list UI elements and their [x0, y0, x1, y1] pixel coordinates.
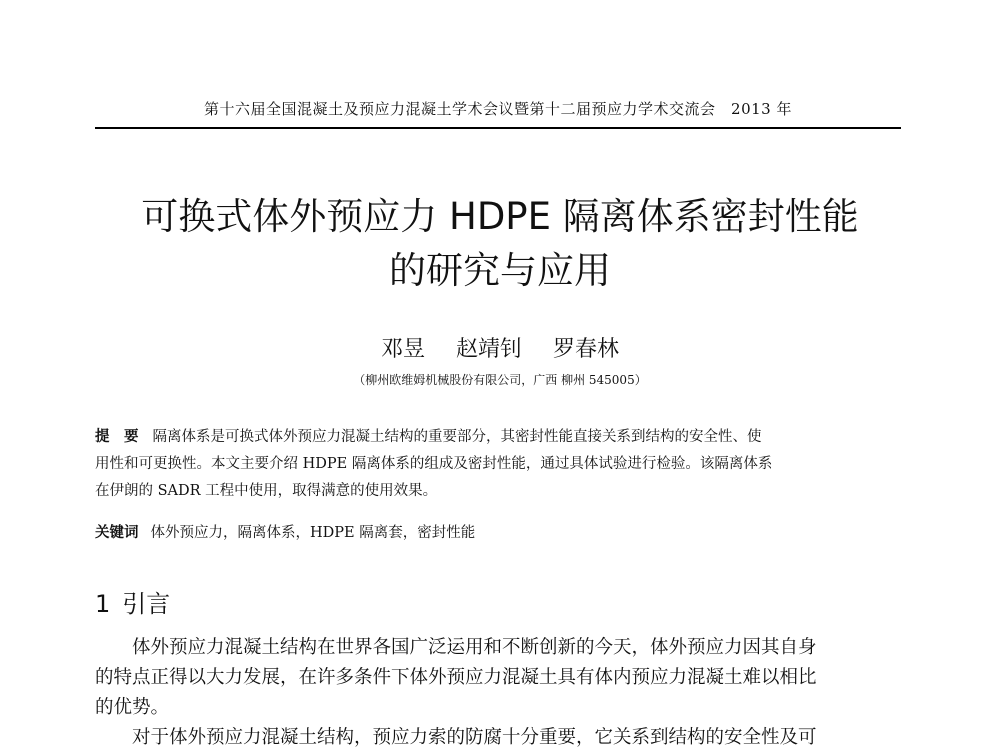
abstract — [95, 424, 901, 505]
section-heading — [95, 584, 170, 619]
abstract-line — [95, 424, 901, 451]
paper-title — [60, 190, 940, 298]
author-name: 赵靖钊 — [455, 337, 522, 362]
affiliation: （柳州欧维姆机械股份有限公司，广西 柳州 545005） — [353, 373, 647, 387]
keywords-text: 体外预应力，隔离体系，HDPE 隔离套，密封性能 — [150, 525, 476, 541]
body-line: 的优势。 — [95, 697, 170, 718]
abstract-label: 提 要 — [95, 429, 139, 445]
author-name: 罗春林 — [553, 337, 620, 362]
body-line: 体外预应力混凝土结构在世界各国广泛运用和不断创新的今天，体外预应力因其自身 — [132, 637, 817, 658]
keywords — [95, 521, 901, 542]
header-rule — [95, 127, 901, 129]
abstract-text: 隔离体系是可换式体外预应力混凝土结构的重要部分，其密封性能直接关系到结构的安全性、使 — [152, 429, 762, 445]
section-title: 引言 — [122, 590, 171, 618]
title-line-1: 可换式体外预应力 HDPE 隔离体系密封性能 — [141, 195, 859, 238]
title-line-2: 的研究与应用 — [389, 249, 611, 292]
abstract-line: 在伊朗的 SADR 工程中使用，取得满意的使用效果。 — [95, 483, 438, 499]
section-number: 1 — [95, 590, 111, 618]
body-line: 的特点正得以大力发展，在许多条件下体外预应力混凝土具有体内预应力混凝土难以相比 — [95, 667, 817, 688]
section-body — [95, 633, 901, 753]
running-head: 第十六届全国混凝土及预应力混凝土学术会议暨第十二届预应力学术交流会 2013 年 — [204, 100, 792, 118]
author-name: 邓昱 — [380, 337, 425, 362]
author-list — [100, 332, 900, 363]
keywords-label: 关键词 — [95, 525, 139, 541]
body-line: 对于体外预应力混凝土结构，预应力索的防腐十分重要，它关系到结构的安全性及可 — [132, 727, 817, 748]
abstract-line: 用性和可更换性。本文主要介绍 HDPE 隔离体系的组成及密封性能，通过具体试验进行检验。该隔离体系 — [95, 456, 773, 472]
